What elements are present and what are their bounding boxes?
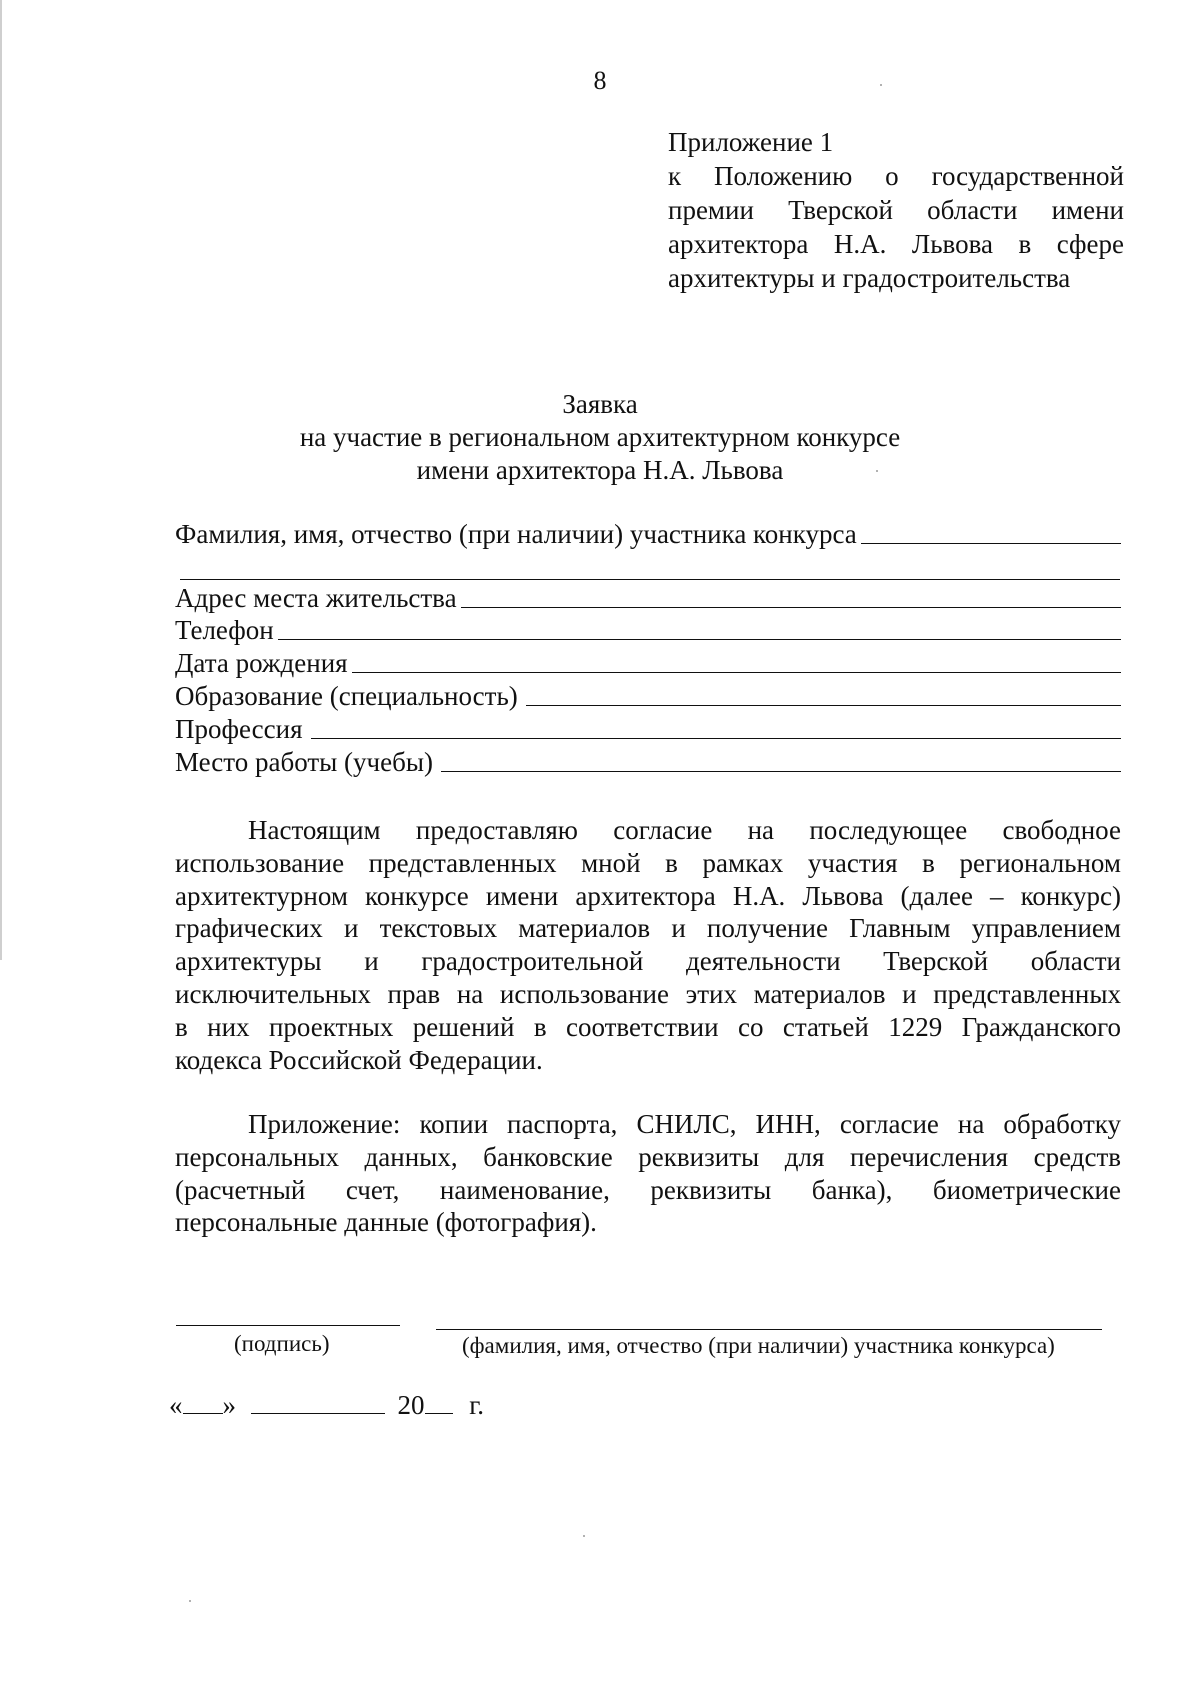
fio-field[interactable]	[861, 543, 1121, 544]
annex-line-2: к Положению о государственной	[668, 161, 1124, 191]
fio-label: Фамилия, имя, отчество (при наличии) участника конкурса	[175, 519, 857, 549]
scan-speck	[880, 84, 882, 86]
title-line-3: имени архитектора Н.А. Львова	[416, 455, 784, 485]
consent-line-1: Настоящим предоставляю согласие на последующее свободное	[248, 815, 1121, 845]
education-label: Образование (специальность)	[175, 681, 518, 711]
form-row-education	[175, 678, 1121, 712]
form-row-address	[175, 580, 1121, 614]
attachment-line-1: Приложение: копии паспорта, СНИЛС, ИНН, согласие на обработку	[248, 1109, 1121, 1139]
form-row-workplace	[175, 744, 1121, 778]
signer-name-field[interactable]	[436, 1329, 1102, 1330]
consent-line-7: в них проектных решений в соответствии со статьей 1229 Гражданского	[175, 1011, 1121, 1042]
annex-line-1: Приложение 1	[668, 127, 834, 157]
workplace-field[interactable]	[441, 771, 1121, 772]
consent-paragraph	[175, 814, 1121, 1076]
year-prefix: 20	[397, 1390, 425, 1420]
day-field[interactable]	[183, 1391, 223, 1414]
consent-line-8: кодекса Российской Федерации.	[175, 1044, 543, 1075]
form-row-birthdate	[175, 645, 1121, 679]
address-label: Адрес места жительства	[175, 583, 457, 613]
page-number: 8	[593, 66, 607, 95]
signature-caption: (подпись)	[234, 1331, 330, 1356]
title-line-1: Заявка	[562, 389, 638, 419]
date-close-quote: »	[222, 1390, 236, 1420]
phone-label: Телефон	[175, 615, 274, 645]
consent-line-4: графических и текстовых материалов и получение Главным управлением	[175, 913, 1121, 944]
form-row-phone	[175, 612, 1121, 646]
attachment-line-2: персональных данных, банковские реквизиты для перечисления средств	[175, 1141, 1121, 1172]
form-row-profession	[175, 711, 1121, 745]
address-field[interactable]	[461, 607, 1121, 608]
month-field[interactable]	[251, 1391, 385, 1414]
education-field[interactable]	[526, 705, 1121, 706]
consent-line-6: исключительных прав на использование этих материалов и представленных	[175, 978, 1121, 1009]
consent-line-5: архитектуры и градостроительной деятельности Тверской области	[175, 946, 1121, 977]
form-row-fio	[175, 516, 1121, 550]
annex-line-4: архитектора Н.А. Львова в сфере	[668, 229, 1124, 259]
attachment-line-4: персональные данные (фотография).	[175, 1207, 597, 1238]
phone-field[interactable]	[278, 639, 1121, 640]
birthdate-label: Дата рождения	[175, 648, 348, 678]
attachment-paragraph	[175, 1108, 1121, 1239]
scan-speck	[876, 470, 878, 472]
workplace-label: Место работы (учебы)	[175, 747, 433, 777]
scan-speck	[189, 1600, 191, 1602]
profession-field[interactable]	[311, 738, 1122, 739]
year-suffix: г.	[469, 1390, 485, 1420]
year-field[interactable]	[425, 1391, 453, 1414]
signature-field[interactable]	[176, 1325, 400, 1326]
date-open-quote: «	[169, 1390, 183, 1420]
title-line-2: на участие в региональном архитектурном конкурсе	[299, 422, 901, 452]
scan-speck	[583, 1535, 585, 1537]
document-title	[0, 388, 1200, 487]
annex-line-5: архитектуры и градостроительства	[668, 263, 1071, 293]
date-line	[169, 1390, 484, 1421]
consent-line-3: архитектурном конкурсе имени архитектора Н.А. Львова (далее – конкурс)	[175, 880, 1121, 911]
profession-label: Профессия	[175, 714, 303, 744]
annex-line-3: премии Тверской области имени	[668, 195, 1124, 225]
consent-line-2: использование представленных мной в рамках участия в региональном	[175, 847, 1121, 878]
attachment-line-3: (расчетный счет, наименование, реквизиты банка), биометрические	[175, 1174, 1121, 1205]
signer-name-caption: (фамилия, имя, отчество (при наличии) участника конкурса)	[462, 1333, 1055, 1358]
birthdate-field[interactable]	[352, 672, 1121, 673]
annex-header	[668, 125, 1124, 295]
